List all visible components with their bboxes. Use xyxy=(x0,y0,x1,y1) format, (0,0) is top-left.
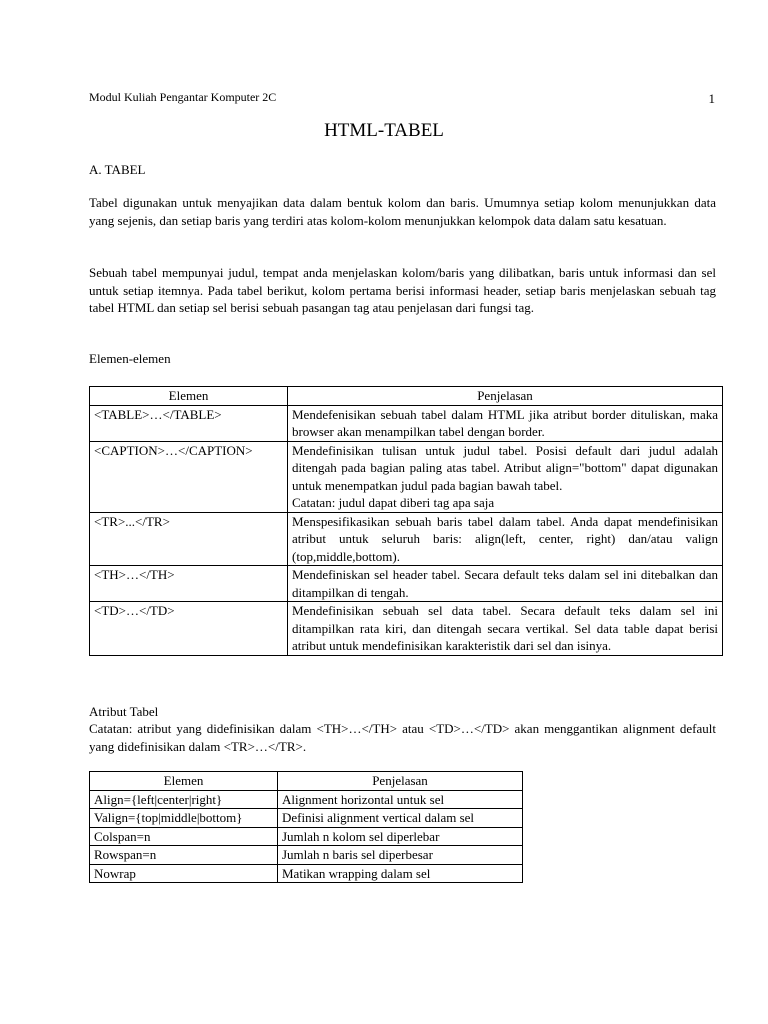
table-cell xyxy=(288,441,723,512)
cell-note: Catatan: judul dapat diberi tag apa saja xyxy=(292,495,495,510)
table-header-row xyxy=(90,387,723,406)
column-header: Elemen xyxy=(90,387,288,406)
table-cell: Alignment horizontal untuk sel xyxy=(278,790,523,809)
table-row xyxy=(90,846,523,865)
column-header: Penjelasan xyxy=(278,772,523,791)
table-cell: <TH>…</TH> xyxy=(90,566,288,602)
table-row xyxy=(90,809,523,828)
paragraph: Sebuah tabel mempunyai judul, tempat anda menjelaskan kolom/baris yang dilibatkan, baris untuk informasi dan sel untuk setiap itemnya. Pada tabel berikut, kolom pertama berisi informasi header, setiap baris menjelaskan sebuah tag tabel HTML dan setiap sel berisi sebuah pasangan tag atau penjelasan dari fungsi tag. xyxy=(89,265,716,315)
attributes-note: Catatan: atribut yang didefinisikan dalam <TH>…</TH> atau <TD>…</TD> akan menggantikan alignment default yang didefinisikan dalam <TR>…</TR>. xyxy=(89,721,716,754)
document-title: HTML-TABEL xyxy=(324,120,444,141)
table-cell: <TD>…</TD> xyxy=(90,602,288,656)
table-cell: Jumlah n kolom sel diperlebar xyxy=(278,827,523,846)
table-cell: Jumlah n baris sel diperbesar xyxy=(278,846,523,865)
elements-table xyxy=(89,386,723,656)
cell-text: Mendefinisikan tulisan untuk judul tabel. Posisi default dari judul adalah ditengah pada bagian paling atas tabel. Atribut align="bottom" dapat digunakan untuk menempatkan judul pada bagian bawah tabel. xyxy=(292,442,718,493)
section-heading: A. TABEL xyxy=(89,162,146,177)
table-cell: Valign={top|middle|bottom} xyxy=(90,809,278,828)
page-header xyxy=(89,89,715,105)
table-row xyxy=(90,864,523,883)
column-header: Elemen xyxy=(90,772,278,791)
table-row xyxy=(90,602,723,656)
attributes-label: Atribut Tabel xyxy=(89,704,159,719)
table-cell: <TABLE>…</TABLE> xyxy=(90,405,288,441)
elements-label: Elemen-elemen xyxy=(89,351,171,366)
paragraph: Tabel digunakan untuk menyajikan data dalam bentuk kolom dan baris. Umumnya setiap kolom menunjukkan data yang sejenis, dan setiap baris yang terdiri atas kolom-kolom menunjukkan kelompok data dalam satu kesatuan. xyxy=(89,195,716,228)
page-number: 1 xyxy=(708,91,715,106)
table-row xyxy=(90,566,723,602)
table-cell: Nowrap xyxy=(90,864,278,883)
column-header: Penjelasan xyxy=(288,387,723,406)
table-cell: Mendefiniskan sel header tabel. Secara default teks dalam sel ini ditebalkan dan ditampilkan di tengah. xyxy=(288,566,723,602)
course-title: Modul Kuliah Pengantar Komputer 2C xyxy=(89,90,277,104)
table-cell: Menspesifikasikan sebuah baris tabel dalam tabel. Anda dapat mendefinisikan atribut untuk seluruh baris: align(left, center, right) dan/atau valign (top,middle,bottom). xyxy=(288,512,723,566)
attributes-table xyxy=(89,771,523,883)
table-row xyxy=(90,512,723,566)
table-header-row xyxy=(90,772,523,791)
table-cell: <TR>...</TR> xyxy=(90,512,288,566)
table-cell: Colspan=n xyxy=(90,827,278,846)
table-cell: Mendefenisikan sebuah tabel dalam HTML jika atribut border dituliskan, maka browser akan menampilkan tabel dengan border. xyxy=(288,405,723,441)
table-cell: Mendefinisikan sebuah sel data tabel. Secara default teks dalam sel ini ditampilkan rata kiri, dan ditengah secara vertikal. Sel data table dapat berisi atribut untuk mendefinisikan karakteristik dari sel dan isinya. xyxy=(288,602,723,656)
table-row xyxy=(90,441,723,512)
table-row xyxy=(90,405,723,441)
table-cell: Align={left|center|right} xyxy=(90,790,278,809)
table-row xyxy=(90,790,523,809)
table-row xyxy=(90,827,523,846)
table-cell: <CAPTION>…</CAPTION> xyxy=(90,441,288,512)
table-cell: Matikan wrapping dalam sel xyxy=(278,864,523,883)
table-cell: Rowspan=n xyxy=(90,846,278,865)
table-cell: Definisi alignment vertical dalam sel xyxy=(278,809,523,828)
